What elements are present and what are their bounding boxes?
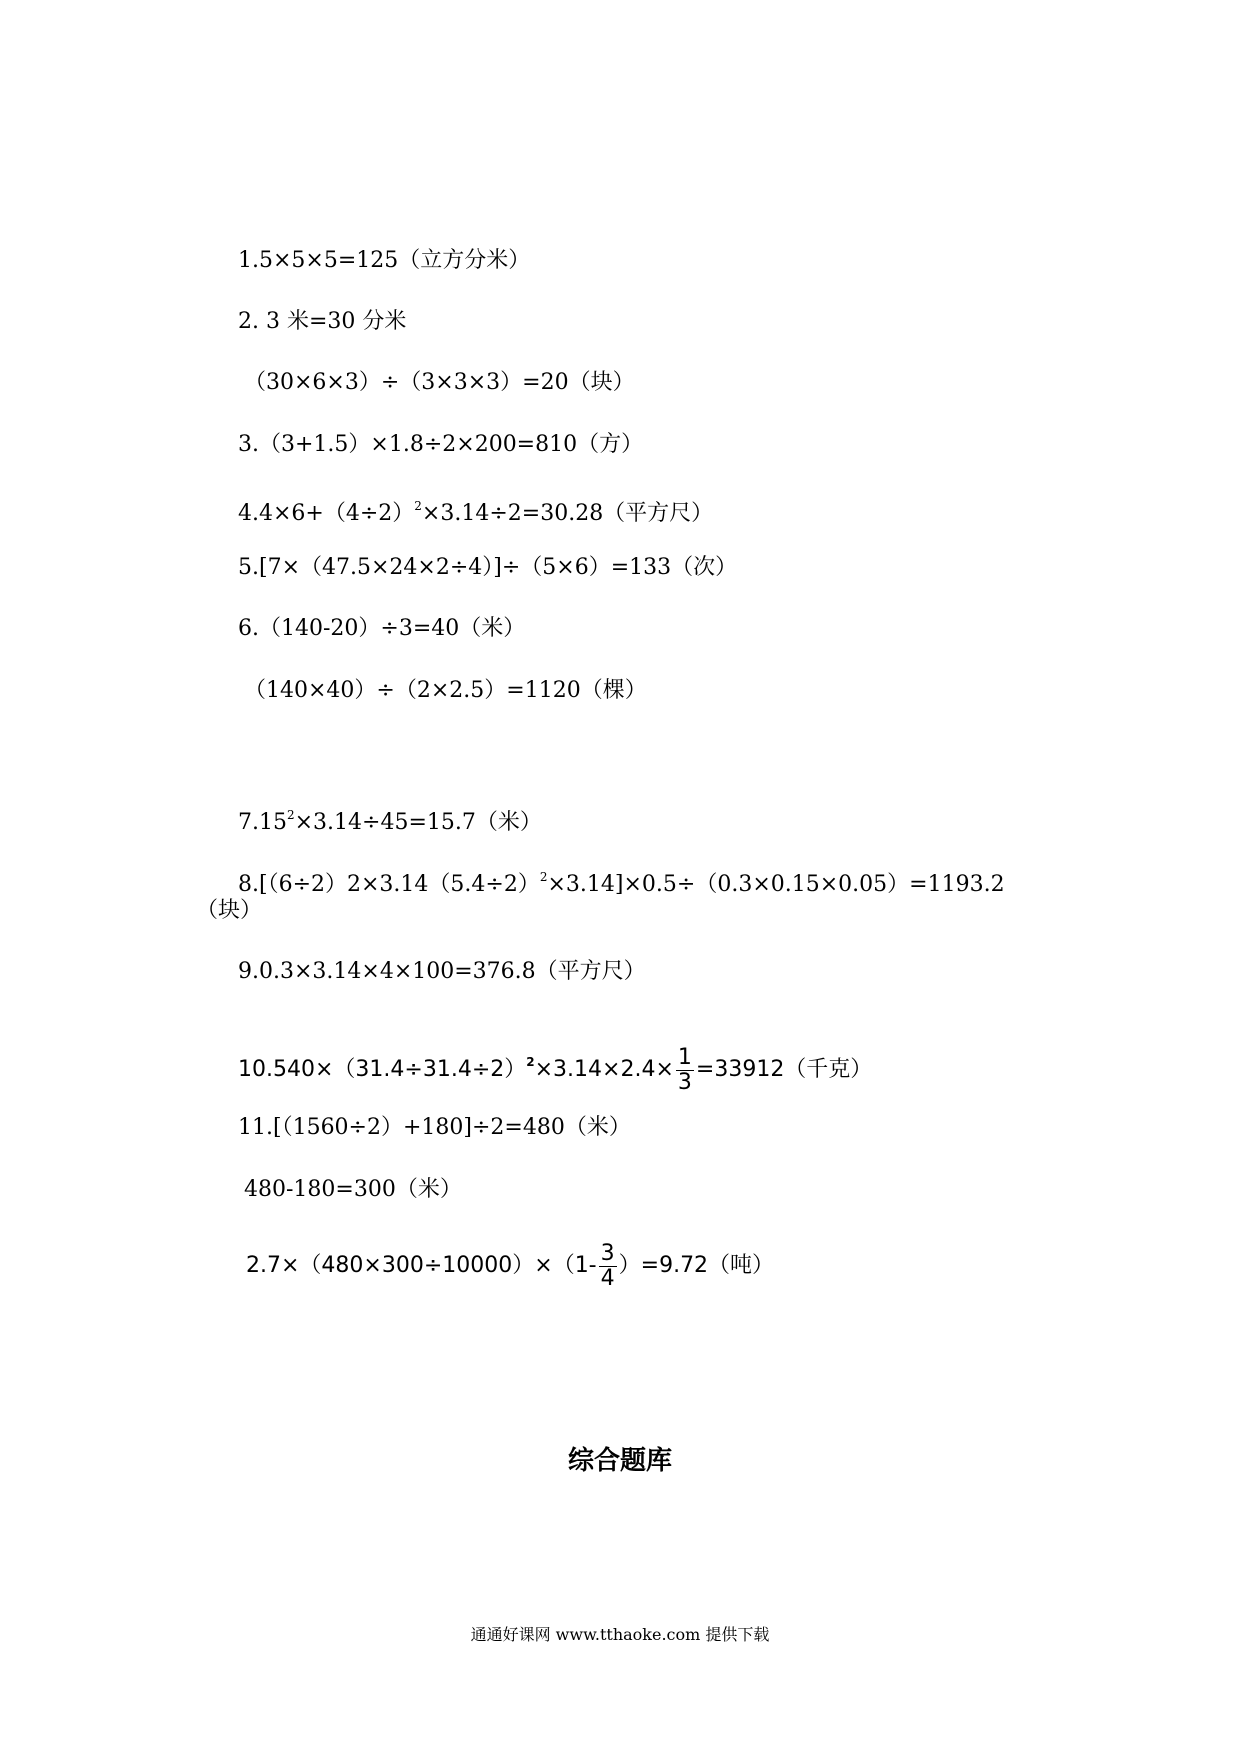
answer-7-part1: 7.15 <box>238 810 287 835</box>
answer-10 <box>238 1032 872 1100</box>
answer-6-step: （140×40）÷（2×2.5）=1120（棵） <box>244 678 647 703</box>
answer-10-part1: 10.540×（31.4÷31.4÷2） <box>238 1057 527 1082</box>
answer-4 <box>238 491 713 529</box>
answer-2-step: （30×6×3）÷（3×3×3）=20（块） <box>244 370 635 395</box>
answer-6: 6.（140-20）÷3=40（米） <box>238 616 526 641</box>
fraction-denominator: 4 <box>600 1265 615 1291</box>
fraction-denominator: 3 <box>677 1069 692 1095</box>
answer-11: 11.[（1560÷2）+180]÷2=480（米） <box>238 1115 631 1140</box>
answer-11-final <box>246 1236 774 1296</box>
footer-text: 通通好课网 www.tthaoke.com 提供下载 <box>470 1625 770 1644</box>
answer-4-exponent: 2 <box>414 499 422 513</box>
answer-8-continued: （块） <box>196 898 263 923</box>
section-title: 综合题库 <box>567 1446 672 1476</box>
answer-5: 5.[7×（47.5×24×2÷4）]÷（5×6）=133（次） <box>238 555 738 580</box>
answer-3: 3.（3+1.5）×1.8÷2×200=810（方） <box>238 432 644 457</box>
answer-9: 9.0.3×3.14×4×100=376.8（平方尺） <box>238 959 646 984</box>
answer-10-part2: ×3.14×2.4× <box>534 1057 674 1082</box>
fraction-one-third <box>676 1046 694 1095</box>
answer-7-part2: ×3.14÷45=15.7（米） <box>294 810 542 835</box>
answer-11-final-part2: ）=9.72（吨） <box>618 1253 775 1278</box>
answer-1: 1.5×5×5=125（立方分米） <box>238 248 531 273</box>
answer-2: 2. 3 米=30 分米 <box>238 309 407 334</box>
fraction-numerator: 1 <box>677 1044 692 1070</box>
fraction-numerator: 3 <box>600 1240 615 1266</box>
answer-10-part3: =33912（千克） <box>695 1057 873 1082</box>
answer-7 <box>238 800 542 838</box>
answer-11-step: 480-180=300（米） <box>244 1177 462 1202</box>
fraction-three-quarters <box>599 1242 617 1291</box>
answer-4-part2: ×3.14÷2=30.28（平方尺） <box>421 501 714 526</box>
answer-8 <box>238 862 1005 900</box>
answer-11-final-part1: 2.7×（480×300÷10000）×（1- <box>246 1253 597 1278</box>
answer-4-part1: 4.4×6+（4÷2） <box>238 501 415 526</box>
answer-7-exponent: 2 <box>286 808 295 822</box>
answer-8-part1: 8.[（6÷2）2×3.14（5.4÷2） <box>238 872 540 897</box>
answer-8-part2: ×3.14]×0.5÷（0.3×0.15×0.05）=1193.2 <box>547 872 1005 897</box>
answer-10-exponent: 2 <box>526 1055 535 1069</box>
answer-8-exponent: 2 <box>539 870 548 884</box>
